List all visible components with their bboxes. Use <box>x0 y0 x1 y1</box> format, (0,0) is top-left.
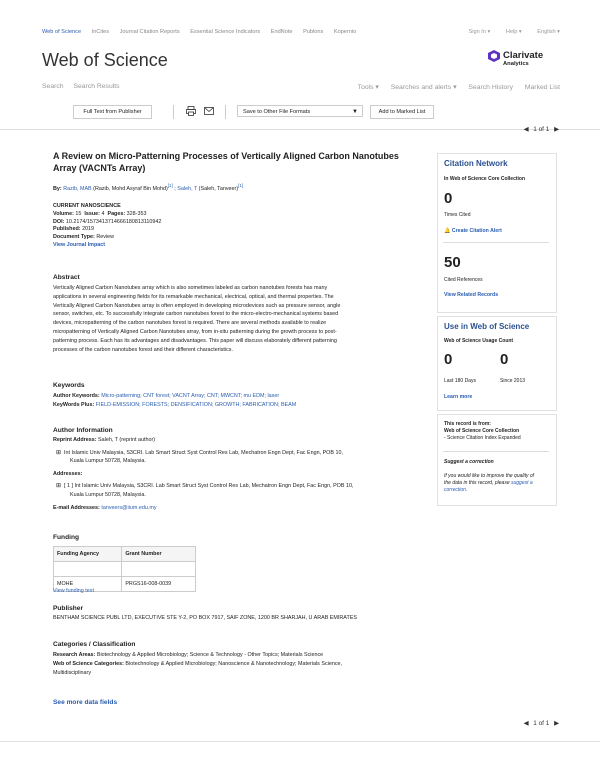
email-link[interactable]: tanveers@iium.edu.my <box>101 504 157 511</box>
topnav-endnote[interactable]: EndNote <box>270 29 293 35</box>
times-cited-label: Times Cited <box>444 212 471 218</box>
topnav-kopernio[interactable]: Kopernio <box>333 29 357 35</box>
prev-page-icon[interactable]: ◀ <box>523 126 529 133</box>
keyword-plus-links[interactable]: FIELD-EMISSION; FORESTS; DENSIFICATION; GROWTH; FABRICATION; BEAM <box>95 402 297 408</box>
core-collection-label: In Web of Science Core Collection <box>444 176 526 182</box>
usage-last180: 0 <box>444 351 453 368</box>
create-alert-link[interactable]: 🔔 Create Citation Alert <box>444 228 502 234</box>
help-menu[interactable]: Help ▾ <box>505 29 522 35</box>
keywords-heading: Keywords <box>53 382 85 389</box>
journal-name: CURRENT NANOSCIENCE <box>53 203 121 209</box>
search-results-link[interactable]: Search Results <box>73 83 120 90</box>
searches-alerts-menu[interactable]: Searches and alerts ▾ <box>390 84 457 91</box>
author-affil-ref[interactable]: [1] <box>238 183 244 188</box>
author-fullname: (Saleh, Tanveer) <box>198 185 239 192</box>
keywords-plus: KeyWords Plus: FIELD-EMISSION; FORESTS; DENSIFICATION; GROWTH; FABRICATION; BEAM <box>53 402 297 408</box>
save-format-label: Save to Other File Formats <box>243 109 311 115</box>
expand-icon[interactable]: ⊞ <box>56 449 62 456</box>
suggest-correction-link[interactable]: suggest a <box>511 480 533 486</box>
by-label: By: <box>53 185 62 192</box>
funding-section <box>53 534 79 541</box>
pager-label: 1 of 1 <box>533 720 550 727</box>
funding-col-grant: Grant Number <box>122 547 196 562</box>
author-affil-ref[interactable]: [1] <box>167 183 173 188</box>
next-page-icon[interactable]: ▶ <box>554 126 559 133</box>
clarivate-text: Clarivate <box>503 50 544 61</box>
tools-menu[interactable]: Tools ▾ <box>357 84 379 91</box>
record-main <box>53 150 423 174</box>
source-block <box>53 203 161 250</box>
since2013-label: Since 2013 <box>500 378 526 384</box>
funding-heading: Funding <box>53 534 79 541</box>
publisher-section <box>53 605 433 623</box>
footer-divider <box>0 741 600 742</box>
usage-sub: Web of Science Usage Count <box>444 338 514 344</box>
see-more-fields-link[interactable]: See more data fields <box>53 699 118 706</box>
citation-network-heading: Citation Network <box>444 159 508 168</box>
publisher-heading: Publisher <box>53 605 84 612</box>
save-format-select[interactable] <box>237 105 363 117</box>
published-line: Published: 2019 <box>53 226 95 233</box>
expand-icon[interactable]: ⊞ <box>56 483 62 490</box>
record-toolbar <box>0 103 600 130</box>
reprint-address: ⊞ Int Islamic Univ Malaysia, S3CRI. Lab Smart Struct Syst Control Res Lab, Mechatron Engn Dept, Fac Engn, POB 10, Kuala Lumpur 50728, Malaysia. <box>56 449 343 465</box>
usage-heading: Use in Web of Science <box>444 322 530 331</box>
doi-line: DOI: 10.2174/1573413714666180813110942 <box>53 218 162 225</box>
authors-line: By: Razib, MAB (Razib, Mohd Asyraf Bin Mohd)[1] ; Saleh, T (Saleh, Tanveer)[1] <box>53 183 244 192</box>
author-link[interactable]: Razib, MAB <box>63 185 92 192</box>
clarivate-mark-icon <box>488 50 500 62</box>
record-source-text: This record is from: Web of Science Core Collection - Science Citation Index Expanded <box>444 421 521 441</box>
analytics-text: Analytics <box>503 61 529 67</box>
sign-in-menu[interactable]: Sign In ▾ <box>468 29 491 35</box>
search-history-link[interactable]: Search History <box>468 84 513 91</box>
funding-agency: MOHE <box>54 577 122 592</box>
toolbar-divider <box>173 105 174 119</box>
pager-label: 1 of 1 <box>533 126 550 133</box>
last180-label: Last 180 Days <box>444 378 476 384</box>
topnav-esi[interactable]: Essential Science Indicators <box>190 29 261 35</box>
author-fullname: (Razib, Mohd Asyraf Bin Mohd) <box>93 185 168 192</box>
pager-top <box>524 125 559 133</box>
bell-icon: 🔔 <box>444 228 451 234</box>
clarivate-logo[interactable] <box>488 50 558 70</box>
doctype-line: Document Type: Review <box>53 234 115 241</box>
full-text-button[interactable]: Full Text from Publisher <box>73 105 152 119</box>
correction-note: If you would like to improve the quality of the data in this record, please suggest a correction. <box>444 473 535 493</box>
funding-col-agency: Funding Agency <box>54 547 122 562</box>
panel-divider <box>443 242 549 243</box>
abstract-section <box>53 274 423 354</box>
topnav-jcr[interactable]: Journal Citation Reports <box>119 29 180 35</box>
author-keywords: Author Keywords: Micro-patterning; CNT forest; VACNT Array; CNT; MWCNT; mu EDM; laser <box>53 393 280 399</box>
abstract-heading: Abstract <box>53 274 80 281</box>
sub-nav <box>42 83 560 93</box>
top-nav <box>42 29 560 39</box>
address-item: ⊞ [ 1 ] Int Islamic Univ Malaysia, S3CRI. Lab Smart Struct Syst Control Res Lab, Mechatron Engn Dept, Fac Engn, POB 10, Kuala Lumpur 50728, Malaysia. <box>56 483 354 498</box>
topnav-incites[interactable]: InCites <box>91 29 110 35</box>
learn-more-link[interactable]: Learn more <box>444 394 473 400</box>
search-link[interactable]: Search <box>42 83 64 90</box>
reprint-line: Reprint Address: Saleh, T (reprint author) <box>53 437 156 443</box>
keywords-section <box>53 382 423 410</box>
citation-network-panel <box>437 153 557 313</box>
cited-references-count[interactable]: 50 <box>444 254 461 271</box>
article-title: A Review on Micro-Patterning Processes of Vertically Aligned Carbon Nanotubes Array (VACNTs Array) <box>53 151 399 173</box>
record-source-panel <box>437 414 557 506</box>
suggest-correction-heading: Suggest a correction <box>444 459 494 465</box>
times-cited-count[interactable]: 0 <box>444 190 453 207</box>
language-menu[interactable]: English ▾ <box>537 29 560 35</box>
cited-references-label: Cited References <box>444 277 483 283</box>
topnav-publons[interactable]: Publons <box>303 29 324 35</box>
volume-line: Volume: 15 Issue: 4 Pages: 328-353 <box>53 210 147 217</box>
categories-section: Categories / Classification Research Areas: Biotechnology & Applied Microbiology; Science & Technology - Other Topics; Materials Science Web of Science Categories: Biotechnology & Applied Microbiology; Nanoscience & Nanotechnology; Materials Science, Multidisciplinary <box>53 641 433 678</box>
publisher-text: BENTHAM SCIENCE PUBL LTD, EXECUTIVE STE Y-2, PO BOX 7917, SAIF ZONE, 1200 BR SHARJAH, U ARAB EMIRATES <box>53 615 357 621</box>
addresses-label: Addresses: <box>53 470 83 477</box>
email-line: E-mail Addresses: tanveers@iium.edu.my <box>53 504 157 511</box>
page-title[interactable]: Web of Science <box>42 50 168 70</box>
dropdown-arrow-icon: ▼ <box>352 109 358 115</box>
grant-number: PRGS16-008-0039 <box>122 577 196 592</box>
marked-list-link[interactable]: Marked List <box>524 84 560 91</box>
view-funding-text-link[interactable]: View funding text <box>53 588 94 594</box>
research-areas: Research Areas: Biotechnology & Applied Microbiology; Science & Technology - Other Topics; Materials Science <box>53 652 324 658</box>
add-marked-list-button[interactable]: Add to Marked List <box>370 105 434 119</box>
prev-page-icon[interactable]: ◀ <box>523 720 529 727</box>
pager-bottom <box>524 719 559 727</box>
keyword-links[interactable]: Micro-patterning; CNT forest; VACNT Array; CNT; MWCNT; mu EDM; laser <box>101 393 280 399</box>
author-link[interactable]: Saleh, T <box>177 185 198 192</box>
panel-divider <box>443 451 549 452</box>
email-icon[interactable] <box>204 106 214 118</box>
toolbar-divider <box>225 105 226 119</box>
categories-heading: Categories / Classification <box>53 641 136 648</box>
author-info-section <box>53 427 433 512</box>
topnav-web-of-science[interactable]: Web of Science <box>42 29 82 35</box>
next-page-icon[interactable]: ▶ <box>554 720 559 727</box>
wos-categories: Web of Science Categories: Biotechnology & Applied Microbiology; Nanoscience & Nanotechnology; Materials Science, <box>53 661 343 667</box>
view-journal-impact-link[interactable]: View Journal Impact <box>53 241 106 248</box>
print-icon[interactable] <box>186 106 196 118</box>
abstract-text: Vertically Aligned Carbon Nanotubes array which is also sometimes labeled as carbon nanotubes forests has many applications in several engineering fields for its remarkable mechanical, electrical, optical, and thermal properties. The Vertically Aligned Carbon Nanotubes array is often employed in developing microdevices such as pressure sensor, angle sensor, switches, etc. To successfully integrate carbon nanotubes forest to the micro-electro-mechanical systems based devices, micropatterning of the carbon nanotubes forest is required. There are several methods available to realize micropatterning of Vertically Aligned Carbon Nanotubes array, from in-situ patterning during the growth process to post- patterning process. Each has its advantages and disadvantages. This paper will discuss elaborately different patterning processes of the carbon nanotubes forest and their different characteristics. <box>53 285 341 353</box>
usage-panel <box>437 316 557 411</box>
usage-since2013: 0 <box>500 351 509 368</box>
author-info-heading: Author Information <box>53 427 113 434</box>
funding-table <box>53 546 196 592</box>
view-related-link[interactable]: View Related Records <box>444 292 499 298</box>
